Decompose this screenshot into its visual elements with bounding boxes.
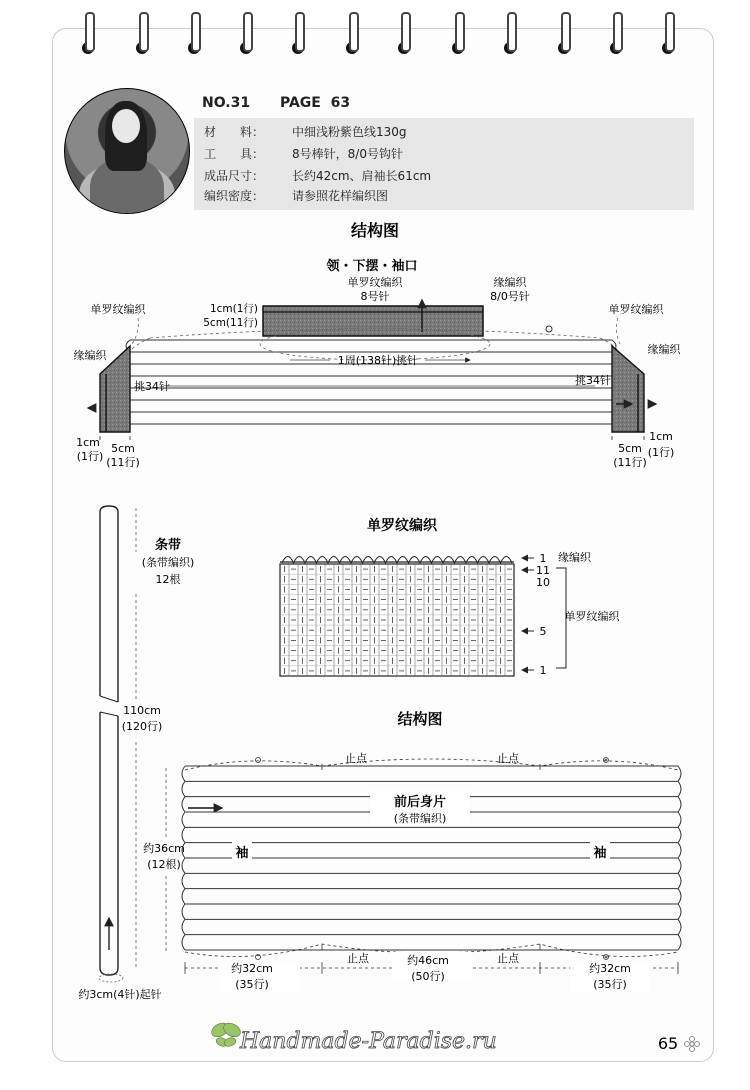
rib-chart-title: 单罗纹编织 [367,518,437,534]
info-value-size: 长约42cm、肩袖长61cm [292,169,432,183]
label-5cm-row: 5cm(11行) [203,317,258,329]
label-br-5cm: 5cm [618,442,642,455]
label-br-11row: (11行) [613,456,647,469]
page-number: 65 [657,1034,679,1053]
info-label-material: 材 料： [204,125,265,139]
rib-rib-label: 单罗纹编织 [564,610,620,623]
rib-row-1-top: 1 [539,552,547,565]
width-right: 约32cm [589,962,631,975]
body-method: (条带编织) [393,812,447,825]
label-needle-8: 8号针 [360,290,390,303]
sleeve-left: 袖 [235,846,249,861]
label-br-1cm: 1cm [649,430,673,443]
strip-count: 12根 [155,573,181,586]
label-left-edge: 缘编织 [73,349,107,362]
rib-edge-label: 缘编织 [558,551,591,564]
strip-length: 110cm [123,704,161,717]
info-label-tools: 工 具： [204,147,265,161]
info-value-tools: 8号棒针，8/0号钩针 [292,147,403,161]
rib-row-5: 5 [539,625,547,638]
stop-top-left: 止点 [345,752,367,765]
strip-height: 约36cm [143,842,185,855]
label-br-1row: (1行) [647,446,675,459]
page-reference: PAGE 63 [280,95,351,111]
label-around: 1周(138针)挑针 [337,354,419,367]
width-mid-rows: (50行) [411,970,445,983]
info-value-gauge: 请参照花样编织图 [292,189,389,203]
strip-height-count: (12根) [147,858,181,871]
label-bl-1cm: 1cm [76,436,100,449]
rib-row-11: 11 [536,564,550,577]
label-edge-top: 缘编织 [493,276,527,289]
label-bl-1row: (1行) [76,450,104,463]
width-mid: 约46cm [407,954,449,967]
pattern-number: NO.31 [202,95,251,111]
info-label-gauge: 编织密度： [204,189,265,203]
flower-icon [685,1037,700,1052]
stop-bottom-left: 止点 [347,952,369,965]
right-cuff [612,346,644,432]
label-pick-right: 挑34针 [575,374,611,387]
label-bl-11row: (11行) [106,456,140,469]
top-subtitle: 领・下摆・袖口 [326,259,418,274]
strip-length-rows: (120行) [121,720,163,733]
bottom-title: 结构图 [397,710,443,728]
sleeve-right: 袖 [593,846,607,861]
label-right-edge: 缘编织 [647,343,681,356]
info-value-material: 中细浅粉紫色线130g [292,125,407,139]
stop-top-right: 止点 [497,752,519,765]
top-title: 结构图 [350,221,400,240]
strip-title: 条带 [154,538,182,553]
top-body-stripes [126,340,616,424]
label-right-rib: 单罗纹编织 [608,303,664,316]
label-bl-5cm: 5cm [111,442,135,455]
info-label-size: 成品尺寸： [204,169,265,183]
label-pick-left: 挑34针 [134,380,170,393]
strip-method: (条带编织) [141,556,195,569]
strip-drawing [99,506,123,982]
stop-bottom-right: 止点 [497,952,519,965]
rib-stitch-grid [280,557,514,677]
rib-row-1: 1 [539,664,547,677]
label-left-rib: 单罗纹编织 [90,303,146,316]
width-left-rows: (35行) [235,978,269,991]
label-rib-top: 单罗纹编织 [347,276,403,289]
width-right-rows: (35行) [593,978,627,991]
label-1cm-row: 1cm(1行) [209,303,258,315]
width-left: 约32cm [231,962,273,975]
rib-row-10: 10 [536,576,550,589]
body-label: 前后身片 [393,795,447,810]
watermark: Handmade-Paradise.ru [240,1029,497,1054]
strip-start: 约3cm(4针)起针 [78,988,162,1001]
label-hook: 8/0号针 [490,290,530,303]
butterfly-icon [209,1020,243,1048]
